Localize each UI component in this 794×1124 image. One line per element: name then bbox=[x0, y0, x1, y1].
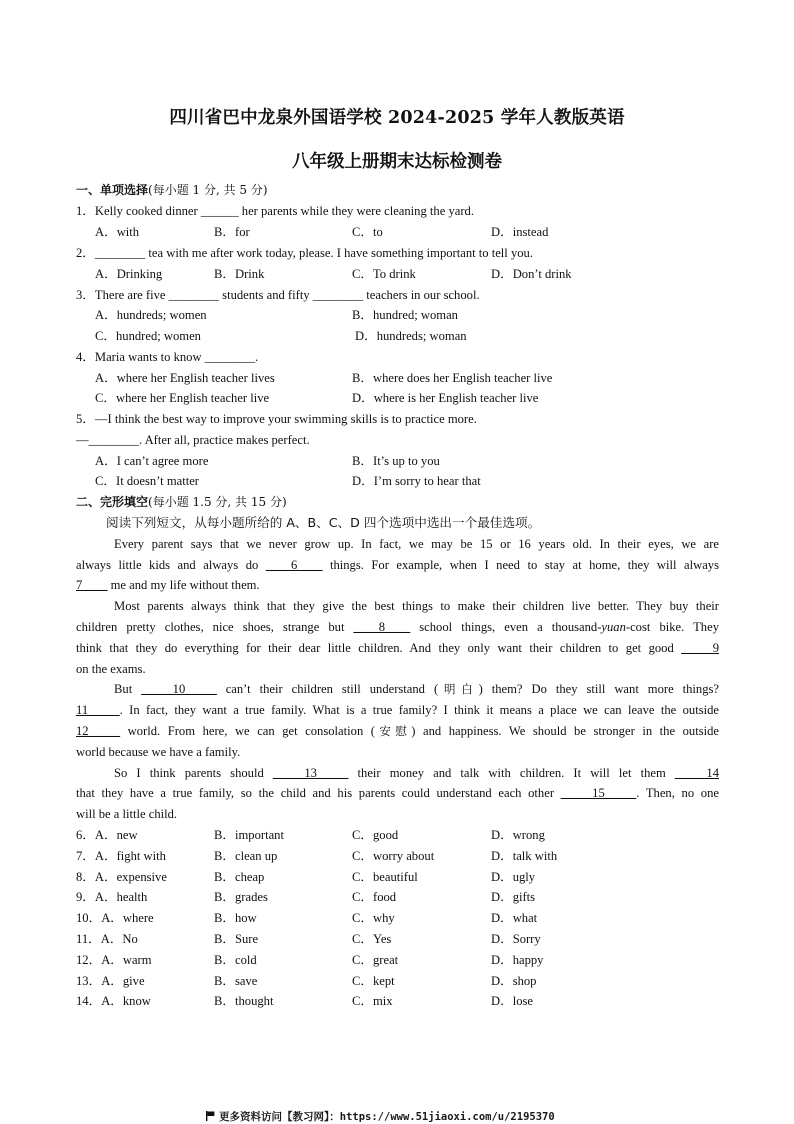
section2-title: 二、完形填空 bbox=[76, 495, 149, 509]
cloze-q6-option-a[interactable]: 6．A．new bbox=[76, 828, 138, 842]
blank-11[interactable]: 11_____ bbox=[76, 703, 120, 717]
cloze-q7-option-b[interactable]: B．clean up bbox=[214, 848, 278, 863]
passage-text: that they have a true family, so the child and his parents could understand each other bbox=[76, 786, 561, 800]
passage-text: ) and happiness. We should be stronger in the outside bbox=[411, 724, 719, 738]
q4-option-a[interactable]: A．where her English teacher lives bbox=[95, 371, 275, 385]
section1-heading bbox=[76, 182, 268, 198]
blank-14[interactable]: _____14 bbox=[674, 766, 719, 780]
cloze-q12-option-b[interactable]: B．cold bbox=[214, 952, 257, 967]
passage-text: . In fact, they want a true family. What is a true family? I think it means a place we can leave the outside bbox=[119, 703, 719, 717]
cloze-q9-option-b[interactable]: B．grades bbox=[214, 890, 268, 905]
blank-9[interactable]: _____9 bbox=[681, 641, 719, 655]
q3-stem: 3．There are five ________ students and fifty ________ teachers in our school. bbox=[76, 288, 480, 302]
cloze-q11-option-a[interactable]: 11．A．No bbox=[76, 932, 138, 946]
q1-option-d[interactable]: D．instead bbox=[491, 225, 549, 239]
document-subtitle: 八年级上册期末达标检测卷 bbox=[292, 152, 502, 172]
cloze-q7-option-c[interactable]: C．worry about bbox=[352, 848, 435, 863]
q5-option-c[interactable]: C．It doesn’t matter bbox=[95, 474, 199, 488]
passage-text: school things, even a thousand- bbox=[410, 620, 602, 634]
passage-text: world. From here, we can get consolation ( bbox=[120, 724, 375, 738]
cloze-q6-option-c[interactable]: C．good bbox=[352, 828, 399, 842]
q3-option-a[interactable]: A．hundreds; women bbox=[95, 308, 207, 322]
blank-12[interactable]: 12_____ bbox=[76, 724, 121, 738]
q1-option-a[interactable]: A．with bbox=[95, 225, 140, 239]
passage-line bbox=[76, 557, 719, 573]
cloze-q11-option-d[interactable]: D．Sorry bbox=[491, 932, 541, 946]
passage-line: Most parents always think that they give the best things to make their children live better. They buy their bbox=[114, 599, 719, 613]
cloze-q14-option-d[interactable]: D．lose bbox=[491, 994, 533, 1009]
cloze-q13-option-d[interactable]: D．shop bbox=[491, 973, 537, 988]
passage-text: So I think parents should bbox=[114, 766, 273, 780]
q5-stem-reply: —________. After all, practice makes perfect. bbox=[76, 433, 310, 447]
passage-text: But bbox=[114, 682, 142, 696]
section1-title: 一、单项选择 bbox=[76, 183, 149, 197]
passage-line bbox=[76, 702, 719, 718]
cloze-q9-option-d[interactable]: D．gifts bbox=[491, 890, 536, 905]
q2-stem: 2．________ tea with me after work today, please. I have something important to tell you. bbox=[76, 246, 533, 260]
passage-text: me and my life without them. bbox=[107, 578, 260, 592]
passage-text: . Then, no one bbox=[636, 786, 719, 800]
passage-line bbox=[114, 681, 719, 697]
passage-text: children pretty clothes, nice shoes, strange but bbox=[76, 620, 354, 634]
q2-option-a[interactable]: A．Drinking bbox=[95, 267, 163, 281]
cloze-q7-option-d[interactable]: D．talk with bbox=[491, 848, 558, 863]
q3-option-b[interactable]: B．hundred; woman bbox=[352, 308, 458, 322]
blank-13[interactable]: _____13_____ bbox=[272, 766, 349, 780]
cloze-q8-option-d[interactable]: D．ugly bbox=[491, 869, 536, 884]
cloze-q9-option-a[interactable]: 9．A．health bbox=[76, 890, 148, 905]
cloze-q14-option-c[interactable]: C．mix bbox=[352, 994, 393, 1009]
passage-line: Every parent says that we never grow up. In fact, we may be 15 or 16 years old. In their eyes, we are bbox=[114, 537, 719, 551]
q5-option-a[interactable]: A．I can’t agree more bbox=[95, 454, 209, 468]
q3-option-d[interactable]: D．hundreds; woman bbox=[355, 329, 467, 343]
passage-line bbox=[76, 723, 719, 739]
cloze-q10-option-c[interactable]: C．why bbox=[352, 911, 395, 926]
blank-10[interactable]: _____10_____ bbox=[141, 682, 217, 696]
passage-text: 安慰 bbox=[375, 724, 412, 738]
q5-stem: 5．—I think the best way to improve your swimming skills is to practice more. bbox=[76, 412, 477, 426]
blank-7[interactable]: 7____ bbox=[76, 578, 108, 592]
passage-line bbox=[76, 577, 719, 593]
q1-option-c[interactable]: C．to bbox=[352, 225, 383, 239]
section2-note: (每小题 1.5 分, 共 15 分) bbox=[148, 495, 287, 509]
passage-line bbox=[76, 640, 719, 656]
q2-option-c[interactable]: C．To drink bbox=[352, 267, 416, 281]
cloze-q14-option-b[interactable]: B．thought bbox=[214, 994, 274, 1009]
cloze-q6-option-d[interactable]: D．wrong bbox=[491, 828, 545, 842]
passage-line bbox=[114, 765, 719, 781]
section2-heading bbox=[76, 494, 287, 510]
blank-8[interactable]: ____8____ bbox=[353, 620, 411, 634]
cloze-q12-option-a[interactable]: 12．A．warm bbox=[76, 952, 152, 967]
passage-text: always little kids and always do bbox=[76, 558, 266, 572]
cloze-q12-option-c[interactable]: C．great bbox=[352, 952, 399, 967]
blank-6[interactable]: ____6____ bbox=[265, 558, 323, 572]
q4-stem: 4．Maria wants to know ________. bbox=[76, 350, 259, 364]
passage-text: yuan bbox=[601, 620, 626, 634]
cloze-q8-option-a[interactable]: 8．A．expensive bbox=[76, 869, 167, 884]
q1-option-b[interactable]: B．for bbox=[214, 225, 250, 239]
cloze-q11-option-b[interactable]: B．Sure bbox=[214, 932, 259, 946]
passage-text: 明白 bbox=[438, 682, 479, 696]
q2-option-d[interactable]: D．Don’t drink bbox=[491, 267, 572, 281]
blank-15[interactable]: _____15_____ bbox=[560, 786, 637, 800]
cloze-q14-option-a[interactable]: 14．A．know bbox=[76, 994, 151, 1009]
q3-option-c[interactable]: C．hundred; women bbox=[95, 329, 201, 343]
section1-note: (每小题 1 分, 共 5 分) bbox=[148, 183, 268, 197]
passage-line: on the exams. bbox=[76, 662, 146, 676]
cloze-q8-option-b[interactable]: B．cheap bbox=[214, 869, 265, 884]
passage-text: ) them? Do they still want more things? bbox=[478, 682, 719, 696]
passage-text: -cost bike. They bbox=[625, 620, 719, 634]
q4-option-b[interactable]: B．where does her English teacher live bbox=[352, 371, 553, 385]
q4-option-c[interactable]: C．where her English teacher live bbox=[95, 391, 270, 405]
passage-line bbox=[76, 619, 719, 635]
cloze-q12-option-d[interactable]: D．happy bbox=[491, 952, 544, 967]
passage-line: world because we have a family. bbox=[76, 745, 241, 759]
q5-option-d[interactable]: D．I’m sorry to hear that bbox=[352, 474, 481, 488]
cloze-q11-option-c[interactable]: C．Yes bbox=[352, 932, 392, 946]
passage-line: will be a little child. bbox=[76, 807, 178, 821]
passage-text: can’t their children still understand ( bbox=[216, 682, 439, 696]
cloze-q10-option-b[interactable]: B．how bbox=[214, 911, 257, 926]
cloze-q13-option-b[interactable]: B．save bbox=[214, 973, 258, 988]
q1-stem: 1．Kelly cooked dinner ______ her parents while they were cleaning the yard. bbox=[76, 204, 474, 218]
cloze-q7-option-a[interactable]: 7．A．fight with bbox=[76, 848, 166, 863]
cloze-q9-option-c[interactable]: C．food bbox=[352, 890, 397, 905]
passage-line bbox=[76, 785, 719, 801]
cloze-q10-option-d[interactable]: D．what bbox=[491, 911, 538, 926]
cloze-q13-option-c[interactable]: C．kept bbox=[352, 973, 395, 988]
cloze-q10-option-a[interactable]: 10．A．where bbox=[76, 911, 154, 926]
cloze-q8-option-c[interactable]: C．beautiful bbox=[352, 869, 418, 884]
passage-text: things. For example, when I need to stay at home, they will always bbox=[322, 558, 719, 572]
cloze-q13-option-a[interactable]: 13．A．give bbox=[76, 973, 145, 988]
footer-link-text[interactable]: 更多资料访问【教习网】：https://www.51jiaoxi.com/u/2195370 bbox=[219, 1111, 555, 1123]
passage-text: their money and talk with children. It will let them bbox=[348, 766, 675, 780]
q4-option-d[interactable]: D．where is her English teacher live bbox=[352, 391, 539, 405]
footer[interactable] bbox=[206, 1109, 555, 1124]
cloze-q6-option-b[interactable]: B．important bbox=[214, 828, 284, 842]
passage-text: think that they do everything for their dear little children. And they only want their children to get good bbox=[76, 641, 682, 655]
q5-option-b[interactable]: B．It’s up to you bbox=[352, 454, 440, 468]
q2-option-b[interactable]: B．Drink bbox=[214, 267, 265, 281]
flag-icon bbox=[206, 1111, 215, 1121]
section2-instruction: 阅读下列短文，从每小题所给的 A、B、C、D 四个选项中选出一个最佳选项。 bbox=[106, 515, 541, 530]
document-title: 四川省巴中龙泉外国语学校 2024-2025 学年人教版英语 bbox=[169, 108, 625, 128]
